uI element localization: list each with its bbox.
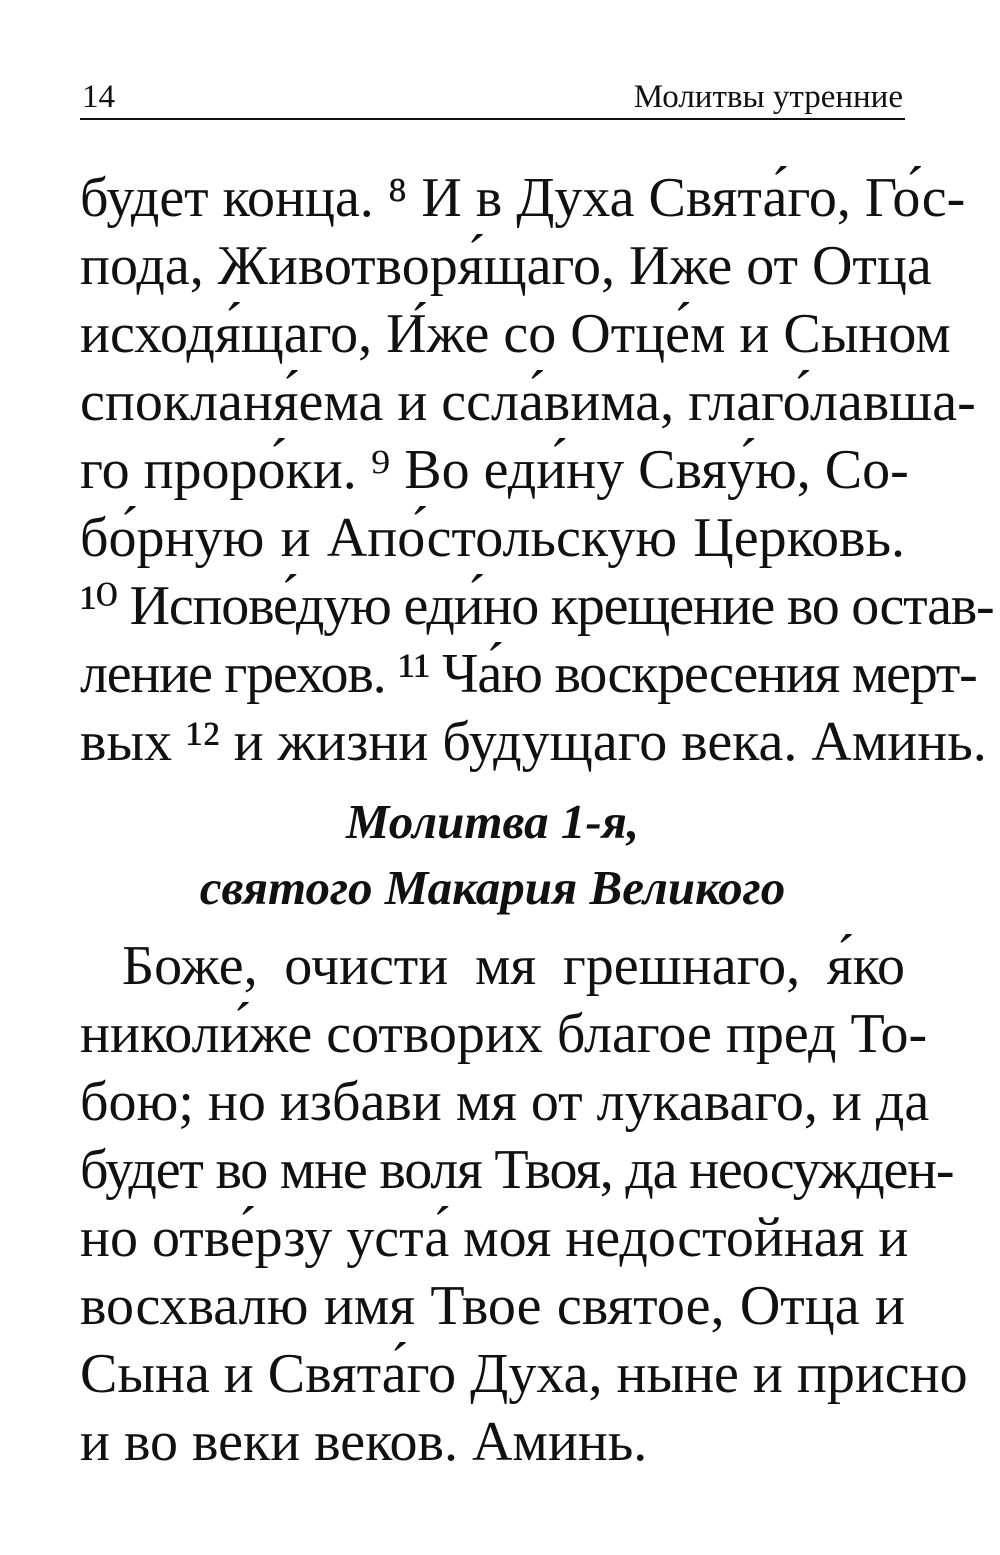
prayer-line: будет во мне воля Твоя, да неосужден- (80, 1139, 954, 1201)
prayer-line: Сына и Свята́го Духа, ныне и присно (80, 1343, 968, 1405)
prayer-line: бою; но избави мя от лукаваго, и да (80, 1071, 930, 1133)
creed-line: спокланя́ема и ссла́вима, глаго́лавша- (80, 371, 976, 433)
prayer-line: но отве́рзу уста́ моя недостойная и (80, 1207, 909, 1269)
creed-line: ¹⁰ Испове́дую еди́но крещение во остав- (80, 575, 994, 637)
creed-line: го проро́ки. ⁹ Во еди́ну Свяу́ю, Со- (80, 439, 909, 501)
creed-line: пода, Животворя́щаго, Иже от Отца (80, 235, 932, 297)
creed-line: будет конца. ⁸ И в Духа Свята́го, Го́с- (80, 167, 966, 229)
running-header (80, 70, 905, 120)
prayer-title: Молитва 1-я, (345, 794, 640, 849)
prayer-line: николи́же сотворих благое пред То- (80, 1003, 928, 1065)
creed-line: вых ¹² и жизни будущаго века. Аминь. (80, 711, 987, 773)
page-number: 14 (82, 79, 115, 115)
prayer-line: восхвалю имя Твое святое, Отца и (80, 1275, 905, 1337)
running-title: Молитвы утренние (633, 79, 903, 115)
creed-line: бо́рную и Апо́стольскую Церковь. (80, 507, 905, 569)
prayer-subtitle: святого Макария Великого (199, 860, 786, 915)
creed-line: исходя́щаго, И́же со Отце́м и Сыном (80, 303, 951, 365)
prayer-line: и во веки веков. Аминь. (80, 1411, 648, 1473)
creed-line: ление грехов. ¹¹ Ча́ю воскресения мерт- (80, 643, 977, 705)
prayer-line: Боже, очисти мя грешнаго, я́ко (122, 935, 905, 997)
